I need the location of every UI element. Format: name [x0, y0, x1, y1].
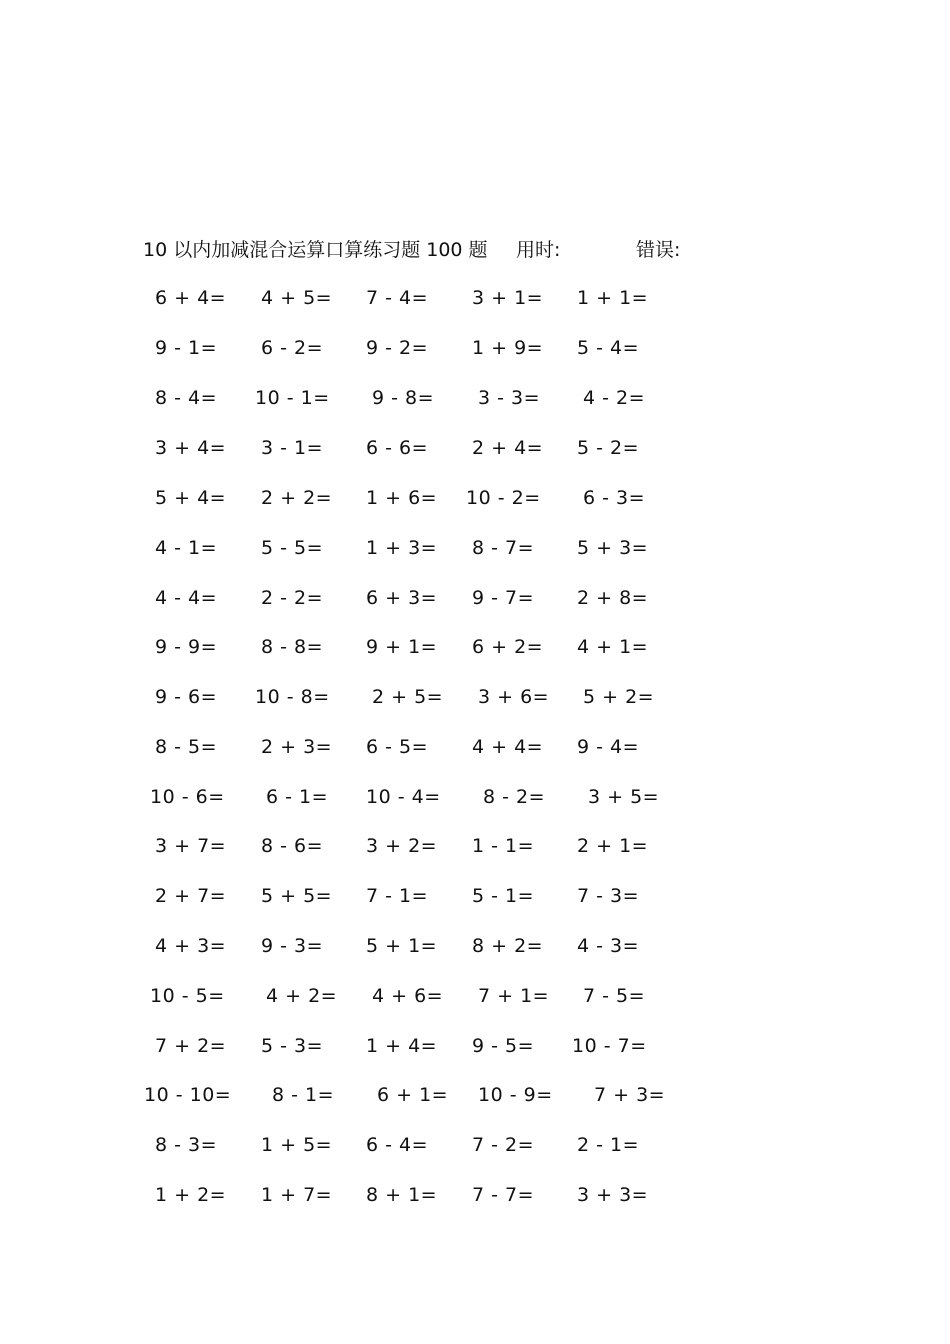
problem-item: 8 - 6=	[261, 835, 324, 857]
problem-item: 4 - 2=	[583, 387, 646, 409]
problem-item: 3 + 4=	[155, 437, 227, 459]
problem-item: 2 + 4=	[472, 437, 544, 459]
problem-item: 3 + 1=	[472, 287, 544, 309]
problem-item: 4 - 4=	[155, 587, 218, 609]
problem-item: 1 + 2=	[155, 1184, 227, 1206]
problem-item: 3 - 1=	[261, 437, 324, 459]
problem-item: 1 + 4=	[366, 1035, 438, 1057]
problem-row	[0, 782, 950, 812]
problem-item: 1 + 1=	[577, 287, 649, 309]
problem-item: 7 - 2=	[472, 1134, 535, 1156]
time-used-label: 用时:	[516, 239, 561, 261]
problem-item: 5 - 5=	[261, 537, 324, 559]
problem-item: 10 - 4=	[366, 786, 441, 808]
problem-item: 6 + 1=	[377, 1084, 449, 1106]
problem-item: 6 - 4=	[366, 1134, 429, 1156]
problem-item: 7 - 1=	[366, 885, 429, 907]
problem-row	[0, 682, 950, 712]
problem-row	[0, 533, 950, 563]
problem-row	[0, 632, 950, 662]
problem-item: 9 - 1=	[155, 337, 218, 359]
problem-item: 2 + 1=	[577, 835, 649, 857]
problem-item: 7 + 3=	[594, 1084, 666, 1106]
problem-row	[0, 1080, 950, 1110]
problem-item: 10 - 6=	[150, 786, 225, 808]
problem-item: 6 - 1=	[266, 786, 329, 808]
problem-item: 2 + 5=	[372, 686, 444, 708]
problem-item: 8 - 8=	[261, 636, 324, 658]
problem-row	[0, 283, 950, 313]
problem-item: 5 + 3=	[577, 537, 649, 559]
problem-row	[0, 881, 950, 911]
problem-item: 4 + 4=	[472, 736, 544, 758]
problem-item: 4 + 1=	[577, 636, 649, 658]
problem-row	[0, 383, 950, 413]
problem-item: 9 - 6=	[155, 686, 218, 708]
problem-item: 1 + 7=	[261, 1184, 333, 1206]
problem-item: 5 + 2=	[583, 686, 655, 708]
problem-item: 2 + 8=	[577, 587, 649, 609]
problem-item: 7 - 4=	[366, 287, 429, 309]
problem-item: 9 - 3=	[261, 935, 324, 957]
problem-item: 10 - 1=	[255, 387, 330, 409]
problem-item: 7 + 2=	[155, 1035, 227, 1057]
problem-item: 5 + 4=	[155, 487, 227, 509]
problem-item: 3 + 7=	[155, 835, 227, 857]
problem-item: 6 - 3=	[583, 487, 646, 509]
problem-item: 7 + 1=	[478, 985, 550, 1007]
problem-item: 9 - 2=	[366, 337, 429, 359]
problem-item: 9 - 9=	[155, 636, 218, 658]
problem-item: 8 - 4=	[155, 387, 218, 409]
problem-item: 5 - 3=	[261, 1035, 324, 1057]
problem-item: 2 + 2=	[261, 487, 333, 509]
problem-row	[0, 333, 950, 363]
problem-item: 6 + 3=	[366, 587, 438, 609]
problem-item: 7 - 3=	[577, 885, 640, 907]
problem-item: 2 - 1=	[577, 1134, 640, 1156]
problem-item: 2 - 2=	[261, 587, 324, 609]
problem-item: 3 + 5=	[588, 786, 660, 808]
problem-row	[0, 1031, 950, 1061]
problem-item: 4 - 1=	[155, 537, 218, 559]
problem-row	[0, 732, 950, 762]
problem-item: 4 + 2=	[266, 985, 338, 1007]
problem-item: 3 - 3=	[478, 387, 541, 409]
problem-item: 6 - 5=	[366, 736, 429, 758]
problem-row	[0, 831, 950, 861]
problem-item: 8 - 1=	[272, 1084, 335, 1106]
problem-item: 8 + 1=	[366, 1184, 438, 1206]
problem-item: 9 - 8=	[372, 387, 435, 409]
errors-label: 错误:	[636, 239, 681, 261]
problem-item: 2 + 3=	[261, 736, 333, 758]
problem-item: 1 + 6=	[366, 487, 438, 509]
problem-item: 3 + 2=	[366, 835, 438, 857]
problem-item: 6 - 2=	[261, 337, 324, 359]
problem-item: 5 - 4=	[577, 337, 640, 359]
problem-item: 1 - 1=	[472, 835, 535, 857]
problem-item: 1 + 3=	[366, 537, 438, 559]
worksheet-title: 10 以内加减混合运算口算练习题 100 题	[143, 239, 488, 261]
problem-item: 8 - 2=	[483, 786, 546, 808]
problem-item: 4 + 6=	[372, 985, 444, 1007]
problem-item: 9 + 1=	[366, 636, 438, 658]
problem-row	[0, 483, 950, 513]
problem-item: 5 + 5=	[261, 885, 333, 907]
problem-item: 8 - 3=	[155, 1134, 218, 1156]
problem-item: 8 - 5=	[155, 736, 218, 758]
problem-row	[0, 1180, 950, 1210]
problem-item: 9 - 4=	[577, 736, 640, 758]
problem-item: 6 + 4=	[155, 287, 227, 309]
problem-item: 5 + 1=	[366, 935, 438, 957]
problem-item: 8 - 7=	[472, 537, 535, 559]
problem-item: 3 + 6=	[478, 686, 550, 708]
problem-item: 6 + 2=	[472, 636, 544, 658]
problem-item: 4 + 5=	[261, 287, 333, 309]
problem-item: 7 - 5=	[583, 985, 646, 1007]
problem-item: 10 - 10=	[144, 1084, 232, 1106]
problem-item: 4 - 3=	[577, 935, 640, 957]
problem-item: 8 + 2=	[472, 935, 544, 957]
problem-row	[0, 931, 950, 961]
problem-item: 4 + 3=	[155, 935, 227, 957]
problem-item: 9 - 7=	[472, 587, 535, 609]
problem-item: 10 - 5=	[150, 985, 225, 1007]
problem-item: 3 + 3=	[577, 1184, 649, 1206]
problem-item: 9 - 5=	[472, 1035, 535, 1057]
problem-item: 6 - 6=	[366, 437, 429, 459]
problem-item: 1 + 5=	[261, 1134, 333, 1156]
problem-item: 2 + 7=	[155, 885, 227, 907]
problem-item: 5 - 2=	[577, 437, 640, 459]
problem-item: 5 - 1=	[472, 885, 535, 907]
problem-row	[0, 433, 950, 463]
problem-row	[0, 583, 950, 613]
problem-item: 10 - 7=	[572, 1035, 647, 1057]
problem-row	[0, 1130, 950, 1160]
problem-item: 7 - 7=	[472, 1184, 535, 1206]
problem-item: 10 - 9=	[478, 1084, 553, 1106]
problem-row	[0, 981, 950, 1011]
problem-item: 1 + 9=	[472, 337, 544, 359]
problem-item: 10 - 2=	[466, 487, 541, 509]
problem-item: 10 - 8=	[255, 686, 330, 708]
